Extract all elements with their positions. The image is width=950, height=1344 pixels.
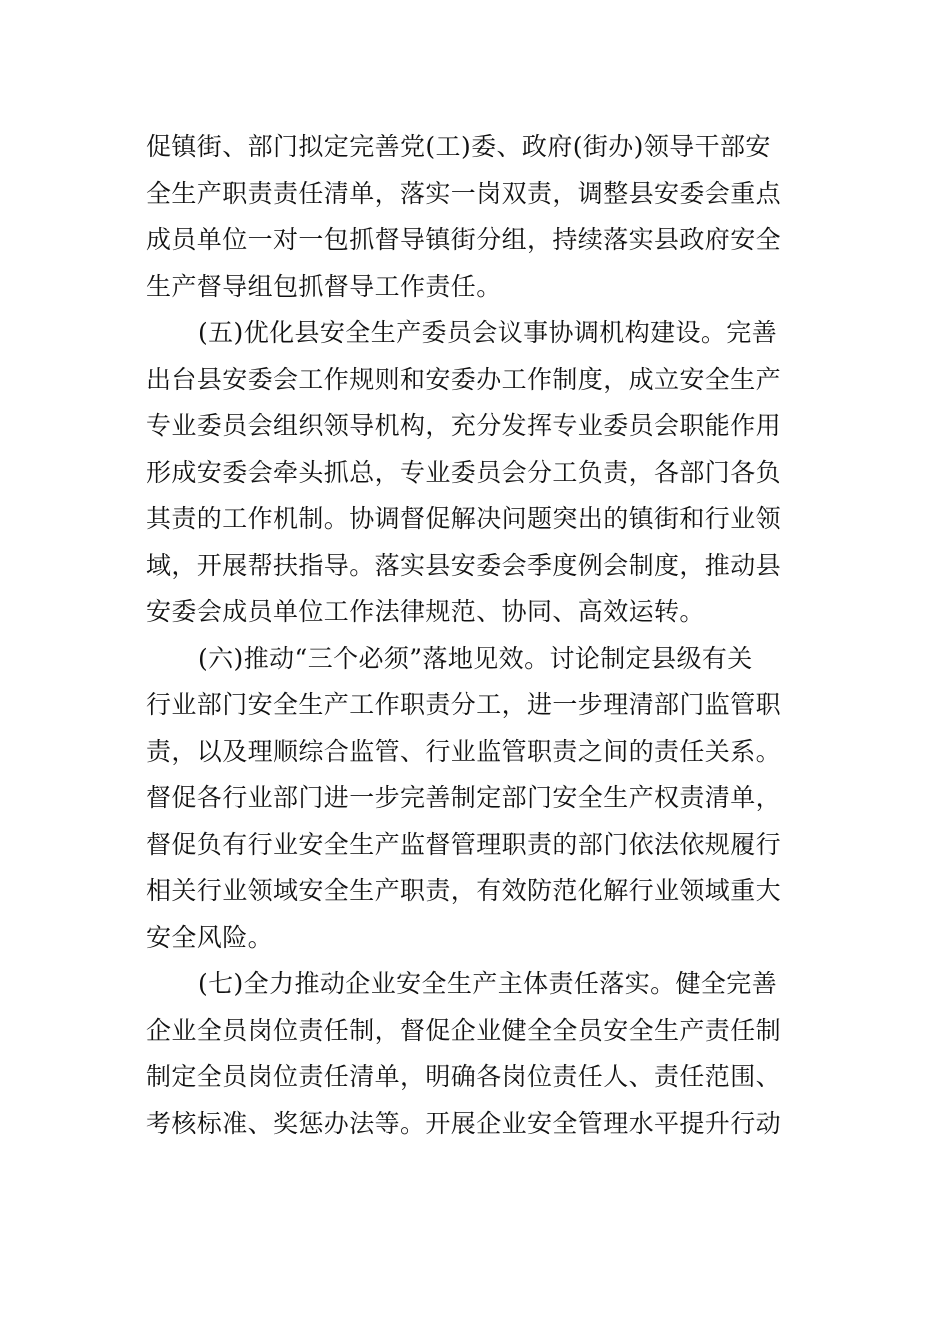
paragraph-section-six [146,636,806,962]
text-line: 域，开展帮扶指导。落实县安委会季度例会制度，推动县 [146,550,782,580]
text-line: 考核标准、奖惩办法等。开展企业安全管理水平提升行动 [146,1108,782,1138]
text-line: 相关行业领域安全生产职责，有效防范化解行业领域重大 [146,876,782,905]
text-line: 促镇街、部门拟定完善党(工)委、政府(街办)领导干部安 [146,132,771,161]
text-line: 成员单位一对一包抓督导镇街分组，持续落实县政府安全 [146,225,782,254]
text-line: 督促负有行业安全生产监督管理职责的部门依法依规履行 [146,829,782,859]
text-line: 督促各行业部门进一步完善制定部门安全生产权责清单， [146,783,782,812]
text-line-indented: (五)优化县安全生产委员会议事协调机构建设。完善 [198,318,778,347]
text-line: 出台县安委会工作规则和安委办工作制度，成立安全生产 [146,364,782,394]
text-line: 制定全员岗位责任清单，明确各岗位责任人、责任范围、 [146,1062,782,1091]
text-line: 责，以及理顺综合监管、行业监管职责之间的责任关系。 [146,736,782,766]
text-line: 其责的工作机制。协调督促解决问题突出的镇街和行业领 [146,504,782,533]
paragraph-section-seven [146,961,806,1147]
text-line: 安全风险。 [146,922,274,952]
text-line: 行业部门安全生产工作职责分工，进一步理清部门监管职 [146,690,782,719]
paragraph-section-five [146,310,806,636]
text-line: 安委会成员单位工作法律规范、协同、高效运转。 [146,597,705,626]
text-line: 专业委员会组织领导机构，充分发挥专业委员会职能作用 [146,411,782,440]
text-line: 形成安委会牵头抓总，专业委员会分工负责，各部门各负 [146,457,782,487]
paragraph-continuation [146,124,806,310]
text-line: 全生产职责责任清单，落实一岗双责，调整县安委会重点 [146,178,782,208]
text-line: 生产督导组包抓督导工作责任。 [146,271,502,301]
text-line-indented: (六)推动“三个必须”落地见效。讨论制定县级有关 [198,643,753,673]
text-line-indented: (七)全力推动企业安全生产主体责任落实。健全完善 [198,969,778,998]
text-line: 企业全员岗位责任制，督促企业健全全员安全生产责任制 [146,1015,782,1045]
document-body [146,124,806,1147]
